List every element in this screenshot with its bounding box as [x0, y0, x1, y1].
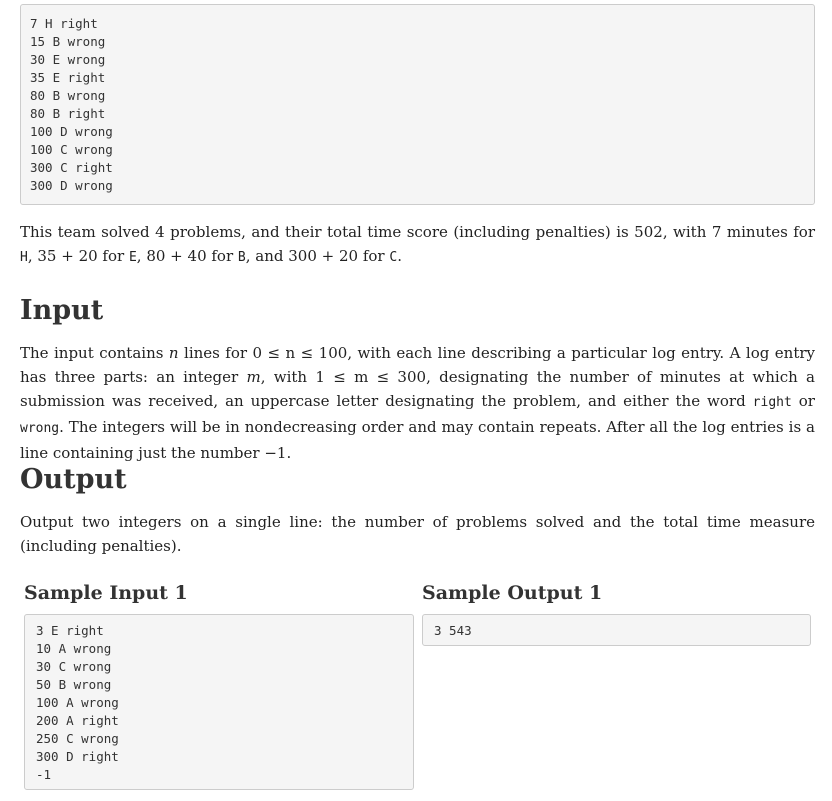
output-heading: Output: [20, 464, 127, 495]
problem-code-c: C: [389, 250, 398, 265]
input-text: , with: [260, 368, 316, 386]
example-text: , with: [662, 223, 712, 241]
example-text: for: [97, 247, 129, 265]
e-expression: 35 + 20: [37, 247, 98, 265]
example-text: ,: [136, 247, 147, 265]
example-explanation: [20, 220, 815, 270]
solved-count: 4: [155, 223, 165, 241]
input-text: lines for: [178, 344, 253, 362]
example-text: for: [358, 247, 390, 265]
b-expression: 80 + 40: [146, 247, 207, 265]
example-text: , and: [245, 247, 289, 265]
example-text: ,: [27, 247, 38, 265]
input-text: .: [286, 444, 292, 462]
input-text: or: [791, 392, 815, 410]
example-text: .: [397, 247, 402, 265]
sample-input-block: 3 E right 10 A wrong 30 C wrong 50 B wrong 100 A wrong 200 A right 250 C wrong 300 D right -1: [24, 614, 414, 790]
sample-output-block: 3 543: [422, 614, 811, 646]
n-range: 0 ≤ n ≤ 100: [252, 344, 348, 362]
input-text: , with each line describing a particular log entry. A log entry has three parts: an integer: [20, 344, 815, 386]
example-text: This team solved: [20, 223, 156, 241]
h-minutes: 7: [711, 223, 722, 241]
sentinel-value: −1: [264, 444, 287, 462]
m-variable: m: [246, 368, 261, 386]
c-expression: 300 + 20: [288, 247, 359, 265]
input-description: [20, 341, 815, 465]
problem-code-b: B: [237, 250, 246, 265]
input-heading: Input: [20, 295, 104, 326]
problem-code-h: H: [20, 250, 28, 265]
m-range: 1 ≤ m ≤ 300: [315, 368, 427, 386]
sample-output-title: Sample Output 1: [422, 582, 603, 604]
wrong-keyword: wrong: [20, 421, 60, 436]
example-text: problems, and their total time score (including penalties) is: [164, 223, 635, 241]
input-text: , designating the number of minutes at which a submission was received, an uppercase letter designating the problem, and either the word: [20, 368, 815, 410]
total-score: 502: [634, 223, 663, 241]
example-text: for: [206, 247, 238, 265]
problem-code-e: E: [128, 250, 137, 265]
example-log-block: 7 H right 15 B wrong 30 E wrong 35 E right 80 B wrong 80 B right 100 D wrong 100 C wrong 300 C right 300 D wrong: [20, 4, 815, 205]
sample-input-title: Sample Input 1: [24, 582, 188, 604]
example-text: minutes for: [721, 223, 816, 241]
output-description: Output two integers on a single line: the number of problems solved and the total time measure (including penalties).: [20, 513, 815, 555]
input-text: The input contains: [20, 344, 169, 362]
right-keyword: right: [752, 395, 792, 410]
n-variable: n: [168, 344, 179, 362]
input-text: . The integers will be in nondecreasing order and may contain repeats. After all the log entries is a line containing just the number: [20, 418, 815, 462]
